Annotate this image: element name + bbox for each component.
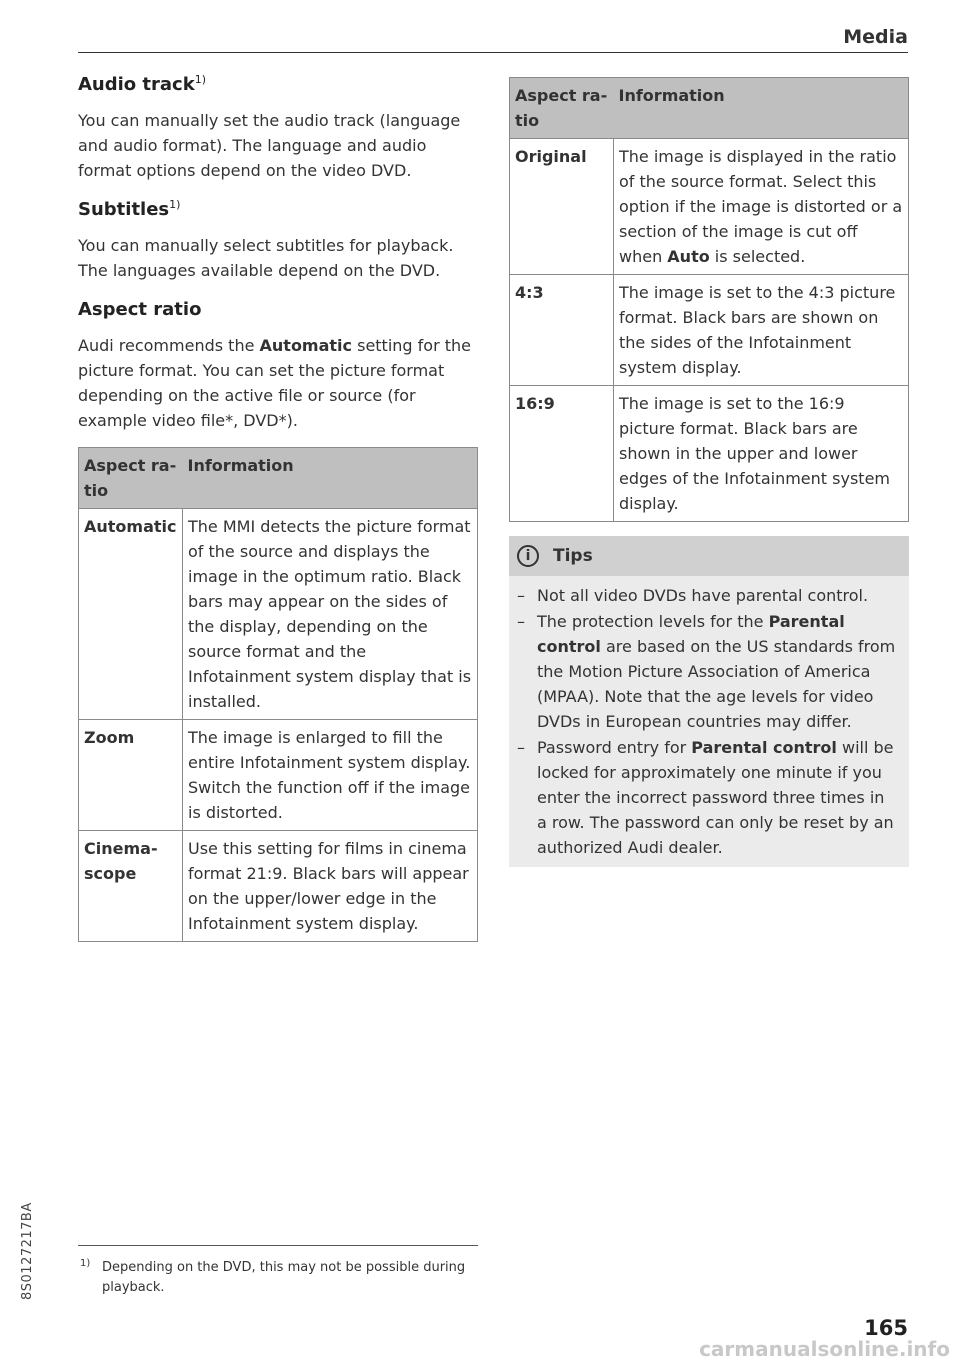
aspect-ratio-heading: Aspect ratio xyxy=(78,299,202,320)
tips-header xyxy=(509,536,909,576)
table-row-info: The image is set to the 4:3 picture format. Black bars are shown on the sides of the Infotainment system display. xyxy=(614,275,909,386)
table-row xyxy=(510,386,909,522)
table-row-info: The MMI detects the picture format of the source and displays the image in the optimum ratio. Black bars may appear on the sides of the display, depending on the source format and the Infotainment system display that is installed. xyxy=(183,509,478,720)
left-column xyxy=(78,72,478,942)
tips-box xyxy=(509,536,909,867)
footnote xyxy=(78,1258,478,1298)
table-header-cell: Aspect ra-tio xyxy=(510,78,614,139)
table-row-info: The image is displayed in the ratio of the source format. Select this option if the image is distorted or a section of the image is cut off when Auto is selected. xyxy=(614,139,909,275)
watermark: carmanualsonline.info xyxy=(699,1337,950,1361)
table-row xyxy=(79,831,478,942)
list-item: – The protection levels for the Parental control are based on the US standards from the Motion Picture Association of America (MPAA). Note that the age levels for video DVDs in European countries may differ. xyxy=(517,612,896,731)
table-row xyxy=(79,720,478,831)
table-row-name: Zoom xyxy=(79,720,183,831)
table-row-name: 4:3 xyxy=(510,275,614,386)
aspect-ratio-text: Audi recommends the Automatic setting for the picture format. You can set the picture format depending on the active file or source (for example video file*, DVD*). xyxy=(78,336,471,430)
aspect-ratio-table-left xyxy=(78,447,478,942)
list-item: – Password entry for Parental control will be locked for approximately one minute if you enter the incorrect password three times in a row. The password can only be reset by an authorized Audi dealer. xyxy=(517,738,894,857)
table-header-row xyxy=(510,78,909,139)
right-column xyxy=(509,77,909,867)
table-row-info: Use this setting for films in cinema format 21:9. Black bars will appear on the upper/lower edge in the Infotainment system display. xyxy=(183,831,478,942)
table-row-info: The image is enlarged to fill the entire Infotainment system display. Switch the function off if the image is distorted. xyxy=(183,720,478,831)
table-row-name: Original xyxy=(510,139,614,275)
audio-track-heading xyxy=(78,72,478,98)
footnote-text: Depending on the DVD, this may not be possible during playback. xyxy=(102,1260,466,1295)
table-row-name: Cinema-scope xyxy=(79,831,183,942)
info-icon: i xyxy=(517,545,539,567)
list-item: – Not all video DVDs have parental control. xyxy=(517,586,869,605)
section-title: Media xyxy=(843,26,908,48)
audio-track-text: You can manually set the audio track (language and audio format). The language and audio format options depend on the video DVD. xyxy=(78,111,461,180)
audio-track-title: Audio track xyxy=(78,74,195,95)
footnote-ref: 1) xyxy=(194,73,206,86)
table-header-row xyxy=(79,448,478,509)
tips-title: Tips xyxy=(553,546,593,566)
aspect-ratio-table-right xyxy=(509,77,909,522)
table-header-cell: Information xyxy=(183,448,478,509)
document-code: 8S0127217BA xyxy=(20,1202,35,1300)
table-header-cell: Information xyxy=(614,78,909,139)
table-row-info: The image is set to the 16:9 picture format. Black bars are shown in the upper and lower edges of the Infotainment system display. xyxy=(614,386,909,522)
header-rule xyxy=(78,52,908,53)
subtitles-heading xyxy=(78,197,478,223)
subtitles-text: You can manually select subtitles for playback. The languages available depend on the DVD. xyxy=(78,236,454,280)
footnote-rule xyxy=(78,1245,478,1246)
table-row-name: Automatic xyxy=(79,509,183,720)
page-number: 165 xyxy=(864,1316,908,1340)
footnote-ref: 1) xyxy=(169,198,181,211)
tips-list xyxy=(509,576,909,867)
table-row xyxy=(79,509,478,720)
table-row xyxy=(510,275,909,386)
table-header-cell: Aspect ra-tio xyxy=(79,448,183,509)
table-row xyxy=(510,139,909,275)
table-row-name: 16:9 xyxy=(510,386,614,522)
subtitles-title: Subtitles xyxy=(78,199,170,220)
footnote-mark: 1) xyxy=(80,1258,91,1269)
